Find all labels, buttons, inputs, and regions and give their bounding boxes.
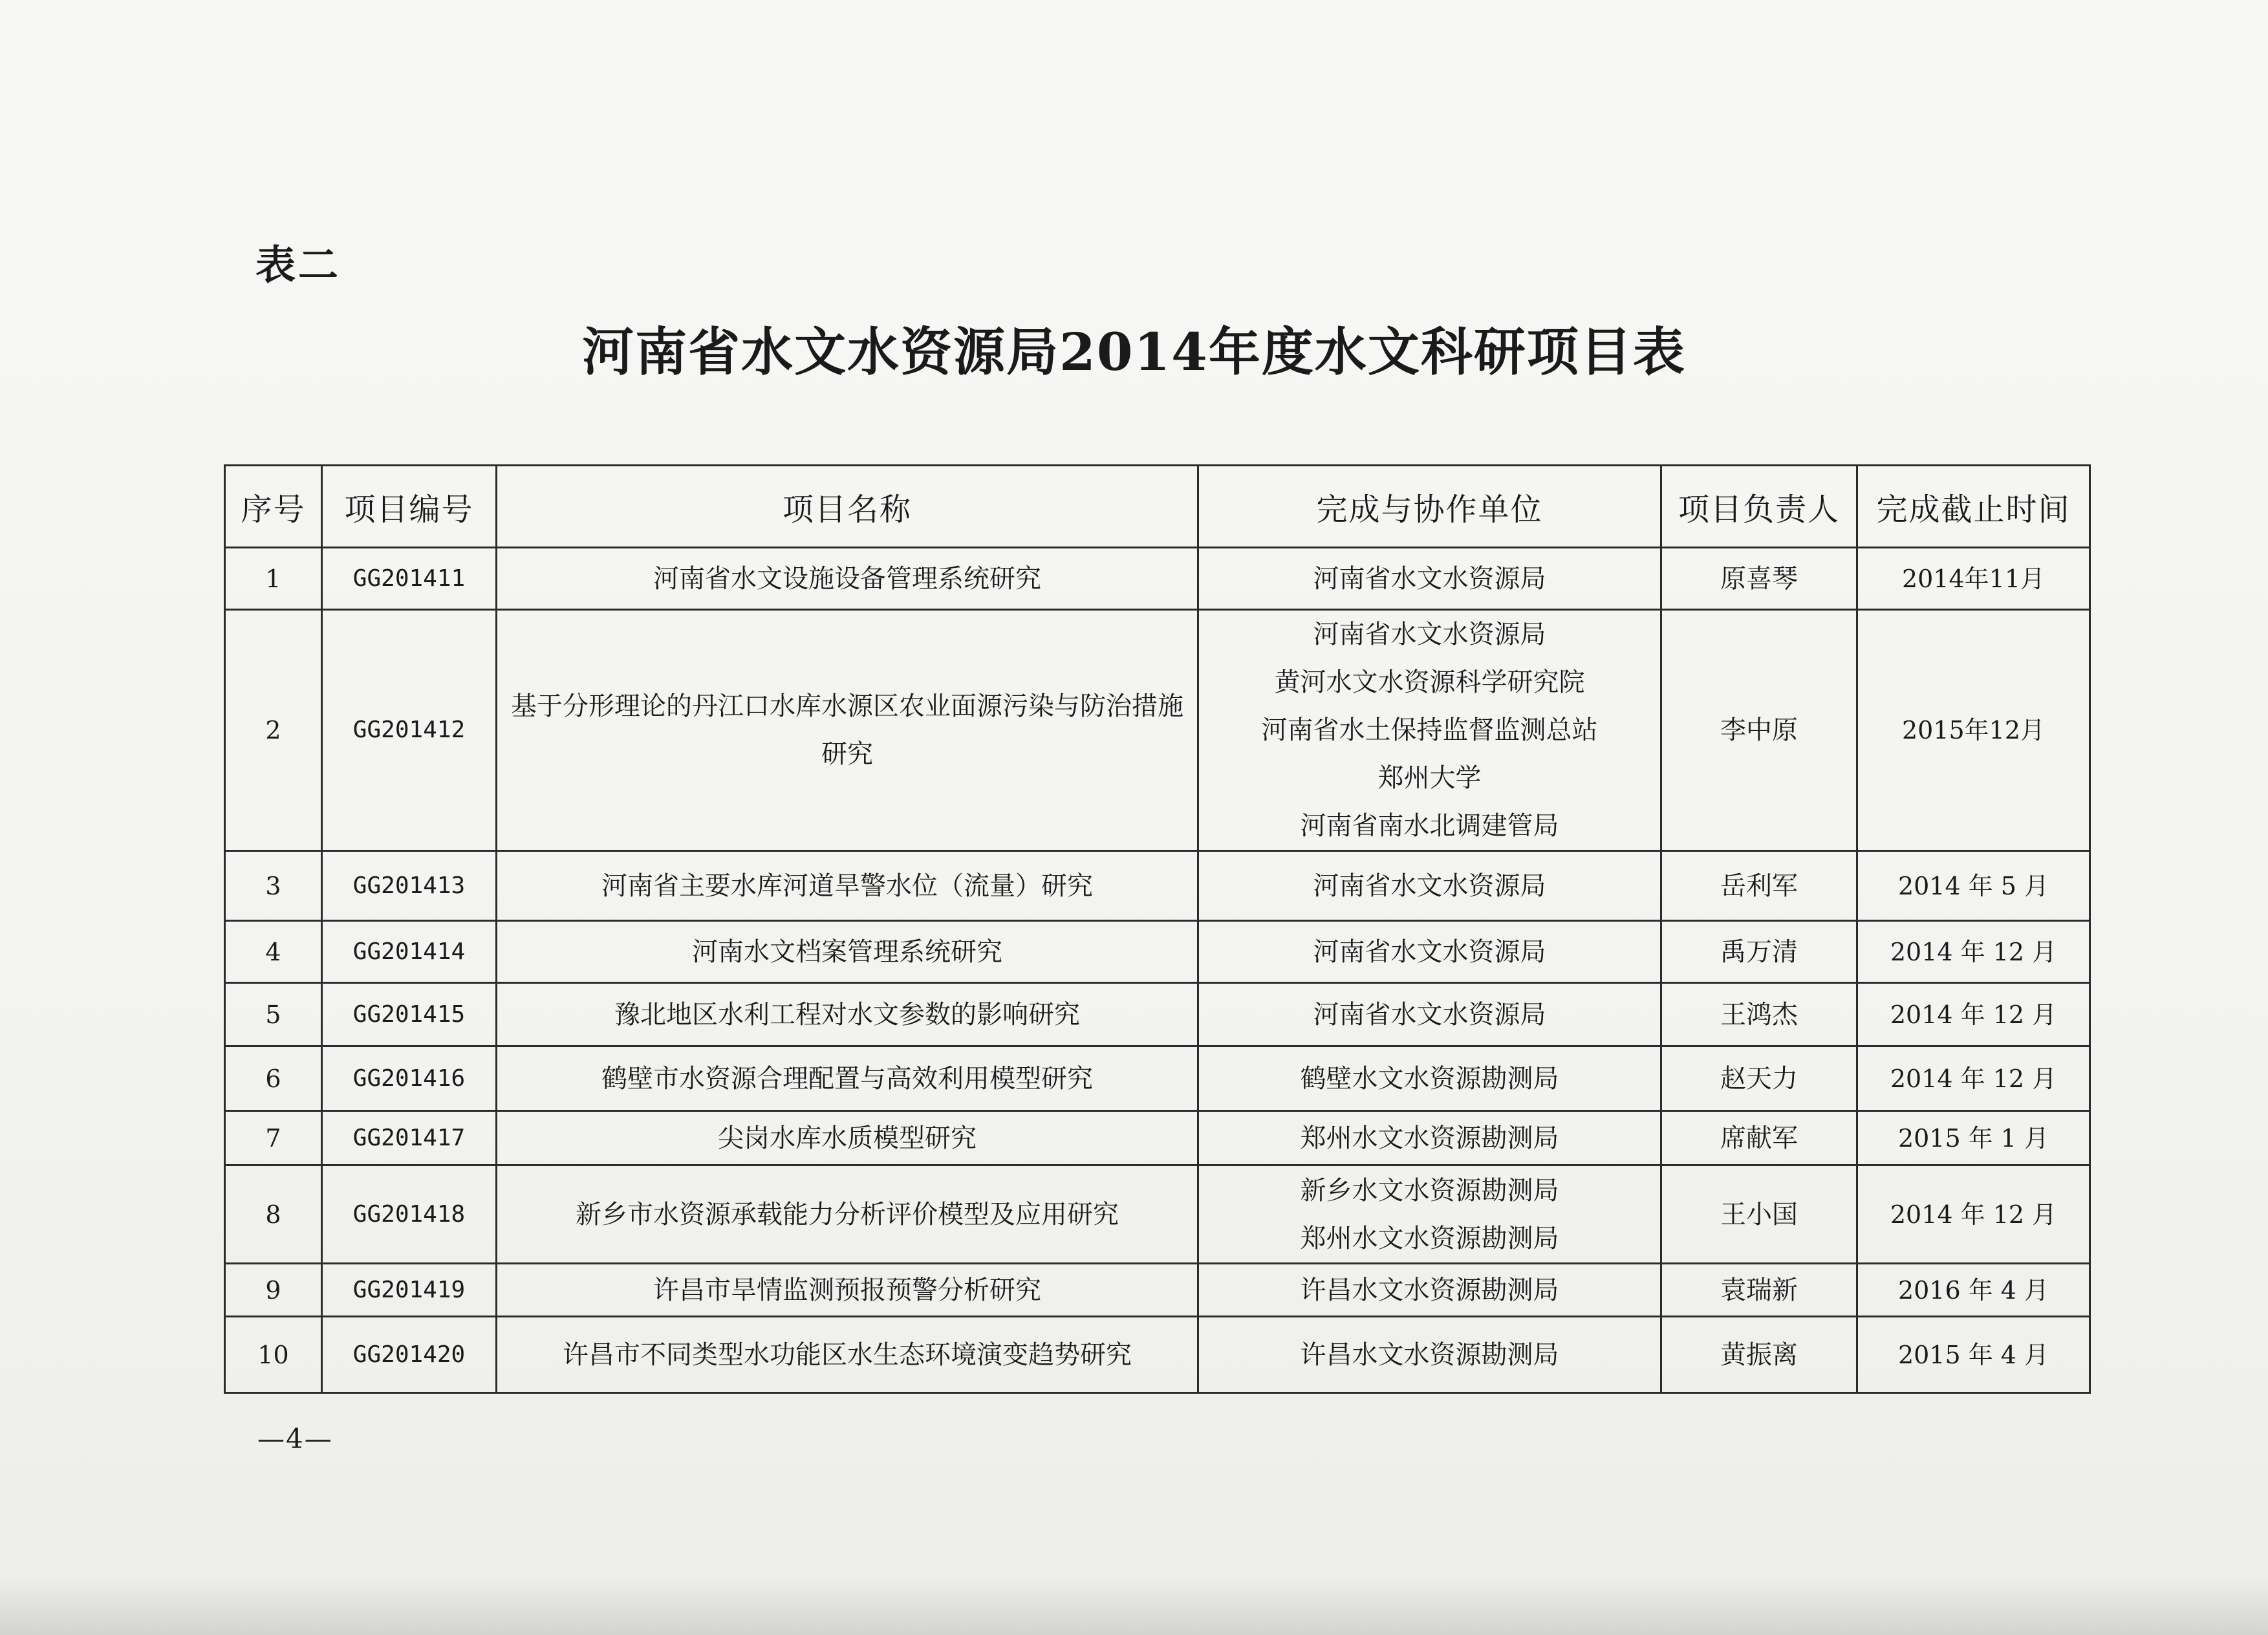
table-label: 表二 xyxy=(255,241,341,288)
table-row xyxy=(225,1046,2090,1111)
cell-seq: 1 xyxy=(225,548,322,610)
cell-seq: 9 xyxy=(225,1264,322,1317)
cell-units xyxy=(1198,921,1661,983)
cell-leader: 席献军 xyxy=(1661,1111,1857,1165)
table-row xyxy=(225,610,2090,851)
cell-deadline: 2014 年 5 月 xyxy=(1857,851,2090,921)
header-seq: 序号 xyxy=(225,466,322,548)
cell-name: 河南省主要水库河道旱警水位（流量）研究 xyxy=(497,851,1198,921)
cell-name: 河南省水文设施设备管理系统研究 xyxy=(497,548,1198,610)
cell-seq: 10 xyxy=(225,1317,322,1393)
cell-code: GG201412 xyxy=(322,610,497,851)
cell-deadline: 2014年11月 xyxy=(1857,548,2090,610)
cell-deadline: 2015 年 1 月 xyxy=(1857,1111,2090,1165)
cell-leader: 原喜琴 xyxy=(1661,548,1857,610)
unit-line: 黄河水文水资源科学研究院 xyxy=(1274,667,1585,697)
cell-seq: 3 xyxy=(225,851,322,921)
cell-leader: 王鸿杰 xyxy=(1661,983,1857,1046)
cell-name: 许昌市不同类型水功能区水生态环境演变趋势研究 xyxy=(497,1317,1198,1393)
cell-name: 鹤壁市水资源合理配置与高效利用模型研究 xyxy=(497,1046,1198,1111)
cell-deadline: 2014 年 12 月 xyxy=(1857,1046,2090,1111)
cell-units xyxy=(1198,983,1661,1046)
project-table xyxy=(224,464,2091,1394)
cell-deadline: 2014 年 12 月 xyxy=(1857,983,2090,1046)
cell-seq: 7 xyxy=(225,1111,322,1165)
cell-leader: 李中原 xyxy=(1661,610,1857,851)
cell-seq: 5 xyxy=(225,983,322,1046)
table-row xyxy=(225,1111,2090,1165)
unit-line: 许昌水文水资源勘测局 xyxy=(1300,1339,1559,1370)
unit-line: 河南省水文水资源局 xyxy=(1313,871,1546,901)
cell-leader: 赵天力 xyxy=(1661,1046,1857,1111)
unit-line: 鹤壁水文水资源勘测局 xyxy=(1300,1063,1559,1094)
unit-line: 郑州水文水资源勘测局 xyxy=(1300,1223,1559,1253)
header-name: 项目名称 xyxy=(497,466,1198,548)
unit-line: 河南省南水北调建管局 xyxy=(1300,811,1559,841)
header-units: 完成与协作单位 xyxy=(1198,466,1661,548)
cell-units xyxy=(1198,1111,1661,1165)
cell-deadline: 2016 年 4 月 xyxy=(1857,1264,2090,1317)
unit-line: 河南省水文水资源局 xyxy=(1313,999,1546,1030)
unit-line: 郑州大学 xyxy=(1377,763,1482,793)
cell-name: 尖岗水库水质模型研究 xyxy=(497,1111,1198,1165)
table-row xyxy=(225,1317,2090,1393)
cell-deadline: 2014 年 12 月 xyxy=(1857,1165,2090,1264)
cell-deadline: 2015年12月 xyxy=(1857,610,2090,851)
cell-units xyxy=(1198,548,1661,610)
header-leader: 项目负责人 xyxy=(1661,466,1857,548)
unit-line: 新乡水文水资源勘测局 xyxy=(1300,1175,1559,1206)
cell-units xyxy=(1198,851,1661,921)
cell-leader: 袁瑞新 xyxy=(1661,1264,1857,1317)
cell-leader: 黄振离 xyxy=(1661,1317,1857,1393)
unit-line: 河南省水文水资源局 xyxy=(1313,563,1546,594)
unit-line: 河南省水文水资源局 xyxy=(1313,937,1546,967)
cell-units xyxy=(1198,1165,1661,1264)
cell-code: GG201419 xyxy=(322,1264,497,1317)
unit-line: 河南省水文水资源局 xyxy=(1313,620,1546,649)
cell-name: 基于分形理论的丹江口水库水源区农业面源污染与防治措施研究 xyxy=(497,610,1198,851)
unit-line: 河南省水土保持监督监测总站 xyxy=(1261,715,1598,745)
table-row xyxy=(225,1165,2090,1264)
cell-seq: 4 xyxy=(225,921,322,983)
cell-name: 许昌市旱情监测预报预警分析研究 xyxy=(497,1264,1198,1317)
cell-units xyxy=(1198,1046,1661,1111)
page-number: —4— xyxy=(257,1423,333,1455)
unit-line: 郑州水文水资源勘测局 xyxy=(1300,1123,1559,1153)
header-code: 项目编号 xyxy=(322,466,497,548)
cell-code: GG201418 xyxy=(322,1165,497,1264)
cell-units xyxy=(1198,610,1661,851)
cell-code: GG201416 xyxy=(322,1046,497,1111)
table-row xyxy=(225,1264,2090,1317)
scan-edge-shadow xyxy=(0,1578,2268,1635)
cell-units xyxy=(1198,1317,1661,1393)
table-row xyxy=(225,921,2090,983)
cell-leader: 禹万清 xyxy=(1661,921,1857,983)
cell-units xyxy=(1198,1264,1661,1317)
cell-deadline: 2014 年 12 月 xyxy=(1857,921,2090,983)
table-header-row xyxy=(225,466,2090,548)
cell-code: GG201413 xyxy=(322,851,497,921)
cell-name: 豫北地区水利工程对水文参数的影响研究 xyxy=(497,983,1198,1046)
table-row xyxy=(225,851,2090,921)
cell-seq: 2 xyxy=(225,610,322,851)
cell-code: GG201417 xyxy=(322,1111,497,1165)
cell-code: GG201415 xyxy=(322,983,497,1046)
cell-code: GG201420 xyxy=(322,1317,497,1393)
header-deadline: 完成截止时间 xyxy=(1857,466,2090,548)
cell-code: GG201414 xyxy=(322,921,497,983)
cell-code: GG201411 xyxy=(322,548,497,610)
unit-line: 许昌水文水资源勘测局 xyxy=(1300,1275,1559,1305)
cell-leader: 王小国 xyxy=(1661,1165,1857,1264)
cell-seq: 8 xyxy=(225,1165,322,1264)
document-title: 河南省水文水资源局2014年度水文科研项目表 xyxy=(582,321,1686,382)
table-row xyxy=(225,983,2090,1046)
cell-name: 河南水文档案管理系统研究 xyxy=(497,921,1198,983)
cell-leader: 岳利军 xyxy=(1661,851,1857,921)
cell-deadline: 2015 年 4 月 xyxy=(1857,1317,2090,1393)
table-row xyxy=(225,548,2090,610)
cell-seq: 6 xyxy=(225,1046,322,1111)
cell-name: 新乡市水资源承载能力分析评价模型及应用研究 xyxy=(497,1165,1198,1264)
